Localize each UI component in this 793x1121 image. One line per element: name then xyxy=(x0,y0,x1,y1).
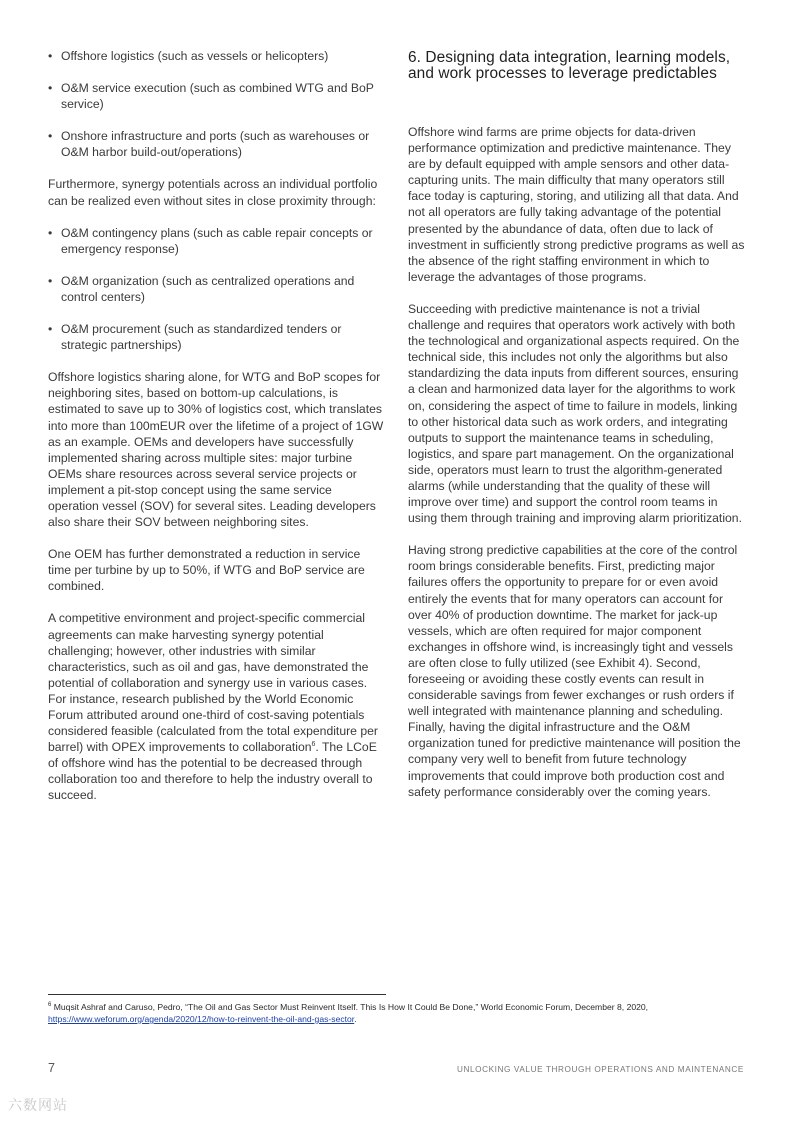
paragraph-oem-reduction: One OEM has further demonstrated a reduction in service time per turbine by up to 50%, if WTG and BoP service are combined. xyxy=(48,547,365,594)
bullet-list-synergy-areas xyxy=(48,48,386,160)
paragraph-predictive-benefits: Having strong predictive capabilities at the core of the control room brings considerable benefits. First, predicting major failures offers the opportunity to prepare for or even avoid entirely the events that for many operators can account for over 40% of production downtime. The market for jack-up vessels, which are often required for major component exchanges in offshore wind, is increasingly tight and vessels are often close to fully utilized (see Exhibit 4). Second, foreseeing or avoiding these costly events can result in considerable savings from fewer exchanges or rush orders if well integrated with maintenance planning and scheduling. Finally, having the digital infrastructure and the O&M organization tuned for predictive maintenance will position the company very well to benefit from future technology improvements that could improve both production cost and safety performance considerably over the coming years. xyxy=(408,543,741,799)
watermark-logo: 六数网站 xyxy=(8,1098,68,1114)
footnote-text: Muqsit Ashraf and Caruso, Pedro, “The Oil and Gas Sector Must Reinvent Itself. This Is How It Could Be Done,” World Economic Forum, December 8, 2020, xyxy=(53,1002,649,1012)
list-item: • O&M organization (such as centralized operations and control centers) xyxy=(48,273,386,305)
paragraph-data-driven: Offshore wind farms are prime objects for data-driven performance optimization and predictive maintenance. They are by default equipped with ample sensors and other data-capturing units. The main difficulty that many operators still face today is capturing, storing, and utilizing all that data. And not all operators are fully taking advantage of the potential presented by the abundance of data, often due to lack of investment in sufficiently strong predictive programs as well as the absence of the right staffing environment in which to leverage the advantages of those programs. xyxy=(408,125,745,284)
bullet-list-portfolio xyxy=(48,225,386,354)
footnote-divider xyxy=(48,994,386,995)
list-item: • Onshore infrastructure and ports (such as warehouses or O&M harbor build-out/operations) xyxy=(48,128,386,160)
list-item: • O&M procurement (such as standardized tenders or strategic partnerships) xyxy=(48,321,386,353)
list-item: • Offshore logistics (such as vessels or helicopters) xyxy=(48,48,386,64)
paragraph-portfolio-intro: Furthermore, synergy potentials across an individual portfolio can be realized even without sites in close proximity through: xyxy=(48,177,378,208)
page-number: 7 xyxy=(48,1061,55,1075)
list-item: • O&M service execution (such as combined WTG and BoP service) xyxy=(48,80,386,112)
footnote-trailing: . xyxy=(354,1014,357,1024)
paragraph-text-after-footnote: . The LCoE of offshore wind has the potential to be decreased through collaboration too and therefore to help the industry overall to succeed. xyxy=(48,740,377,803)
left-column xyxy=(48,48,386,820)
paragraph-competitive-environment xyxy=(48,610,386,803)
footnote xyxy=(48,1001,748,1025)
paragraph-text-before-footnote: A competitive environment and project-specific commercial agreements can make harvesting synergy potential challenging; however, other industries with similar characteristics, such as oil and gas, have demonstrated the potential of collaboration and synergy use in various cases. For instance, research published by the World Economic Forum attributed around one-third of cost-saving potentials considered feasible (calculated from the total expenditure per barrel) with OPEX improvements to collaboration xyxy=(48,611,378,755)
section-heading: 6. Designing data integration, learning models, and work processes to leverage predictables xyxy=(408,49,731,82)
footnote-marker: 6 xyxy=(48,1002,52,1009)
right-column xyxy=(408,48,745,816)
list-item: • O&M contingency plans (such as cable repair concepts or emergency response) xyxy=(48,225,386,257)
paragraph-logistics-sharing: Offshore logistics sharing alone, for WTG and BoP scopes for neighboring sites, based on bottom-up calculations, is estimated to save up to 30% of logistics cost, which translates into more than 100mEUR over the lifetime of a project of 1GW as an example. OEMs and developers have successfully implemented sharing across multiple sites: major turbine OEMs share resources across several service projects or implement a pit-stop concept using the same service operation vessel (SOV) for several sites. Leading developers also share their SOV between neighboring sites. xyxy=(48,370,384,530)
running-footer-title: UNLOCKING VALUE THROUGH OPERATIONS AND MAINTENANCE xyxy=(456,1065,744,1074)
footnote-link[interactable]: https://www.weforum.org/agenda/2020/12/how-to-reinvent-the-oil-and-gas-sector xyxy=(48,1014,355,1024)
footnote-reference[interactable]: 6 xyxy=(311,741,316,749)
paragraph-predictive-challenge: Succeeding with predictive maintenance is not a trivial challenge and requires that operators work actively with both the technological and organizational aspects required. On the technical side, this includes not only the algorithms but also standardizing the data inputs from different sources, ensuring a clean and harmonized data layer for the algorithms to work on, considering the aspect of time to failure in models, linking to other historical data such as work orders, and integrating outputs to support the maintenance teams in scheduling, logistics, and spare part management. On the organizational side, operators must learn to trust the algorithm-generated alarms (while understanding that the quality of these will improve over time) and support the control room teams in using them through training and improving alarm prioritization. xyxy=(408,301,742,526)
